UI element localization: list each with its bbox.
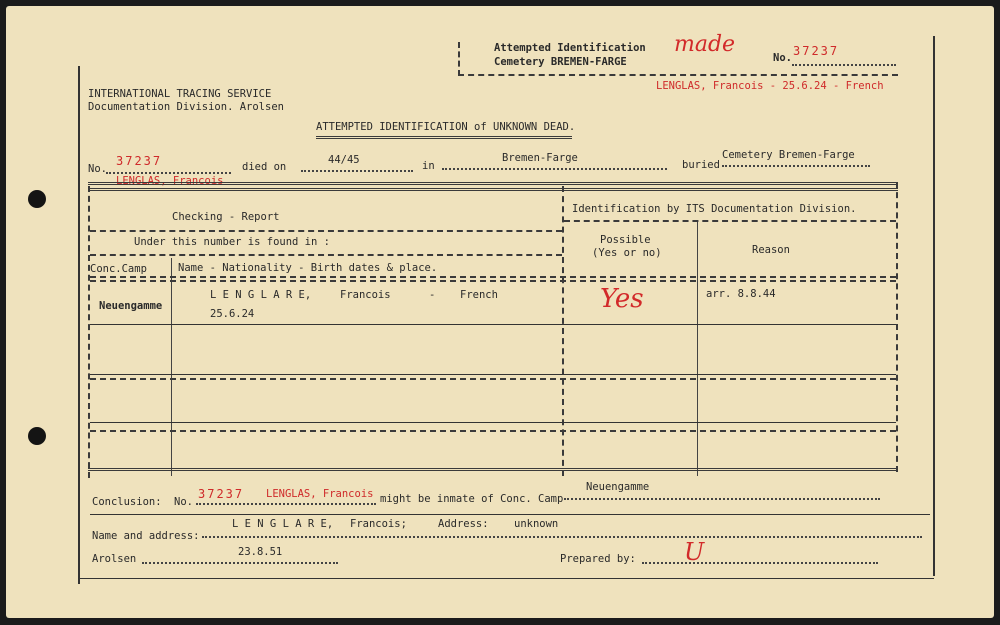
conclusion-dots: [196, 503, 376, 505]
row1-camp: Neuengamme: [99, 300, 163, 312]
row1-possible: Yes: [600, 284, 644, 314]
stamp-border-left: [458, 42, 460, 76]
stamp-border-bottom: [458, 74, 898, 76]
row1-reason: arr. 8.8.44: [706, 288, 776, 300]
page-title: ATTEMPTED IDENTIFICATION of UNKNOWN DEAD.: [316, 121, 576, 133]
died-dots: [301, 170, 413, 172]
conclusion-no-label: No.: [174, 496, 193, 508]
checking-report-heading: Checking - Report: [172, 211, 280, 223]
footer-date: 23.8.51: [238, 546, 283, 558]
row1-surname: L E N G L A R E,: [210, 289, 312, 301]
subject-line: LENGLAS, Francois - 25.6.24 - French: [656, 80, 884, 92]
col-camp-heading: Conc.Camp: [90, 263, 147, 275]
address-addr-value: unknown: [514, 518, 559, 530]
died-value: 44/45: [328, 154, 360, 166]
conclusion-text: might be inmate of Conc. Camp: [380, 493, 564, 505]
place-dots: [442, 168, 667, 170]
address-label: Name and address:: [92, 530, 200, 542]
col-name-heading: Name - Nationality - Birth dates & place.: [178, 262, 438, 274]
address-addr-label: Address:: [438, 518, 489, 530]
conclusion-camp-dots: [564, 498, 880, 500]
address-dots: [202, 536, 922, 538]
row1-firstname: Francois: [340, 289, 391, 301]
row1-birth: 25.6.24: [210, 308, 255, 320]
row-line-3: [90, 378, 896, 380]
form-left-border: [78, 66, 80, 584]
identification-rule: [564, 220, 896, 222]
row-line-1: [90, 324, 896, 325]
table-divider-camp: [171, 258, 172, 476]
record-number: 37237: [116, 154, 163, 168]
prepared-dots: [642, 562, 878, 564]
place-value: Bremen-Farge: [502, 152, 578, 164]
col-possible-heading: Possible: [600, 234, 651, 246]
org-name: INTERNATIONAL TRACING SERVICE: [88, 88, 272, 100]
punch-hole-top: [28, 190, 46, 208]
row-line-4: [90, 422, 896, 423]
died-label: died on: [242, 161, 287, 173]
in-label: in: [422, 160, 435, 172]
row-line-5: [90, 430, 896, 432]
conclusion-label: Conclusion:: [92, 496, 162, 508]
conclusion-name: LENGLAS, Francois: [266, 488, 374, 500]
prepared-label: Prepared by:: [560, 553, 636, 565]
title-underline: [316, 136, 572, 139]
table-bottom-border: [88, 468, 898, 471]
record-no-label: No.: [88, 163, 107, 175]
record-name: LENGLAS, Francois: [116, 175, 224, 187]
buried-dots: [722, 165, 870, 167]
prepared-initials: U: [684, 538, 705, 566]
table-top-border: [88, 182, 898, 185]
table-top-border-2: [88, 188, 898, 191]
identification-heading: Identification by ITS Documentation Division.: [572, 203, 857, 215]
row1-dash: -: [429, 289, 436, 301]
record-number-dots: [106, 172, 231, 174]
header-rule-2: [90, 280, 896, 282]
footer-date-dots: [142, 562, 338, 564]
form-bottom-rule: [80, 578, 934, 579]
conclusion-number: 37237: [198, 487, 245, 501]
checking-report-rule: [90, 230, 562, 232]
conclusion-rule: [90, 514, 930, 515]
stamp-line-1: Attempted Identification: [494, 42, 646, 54]
punch-hole-bottom: [28, 427, 46, 445]
col-reason-heading: Reason: [752, 244, 790, 256]
table-right-border: [896, 182, 898, 472]
form-right-border: [933, 36, 935, 576]
stamp-number-dots: [792, 64, 896, 66]
row-line-2: [90, 374, 896, 375]
row1-nationality: French: [460, 289, 498, 301]
footer-place: Arolsen: [92, 553, 137, 565]
address-firstname: Francois;: [350, 518, 407, 530]
table-divider-reason: [697, 222, 698, 476]
under-number-rule: [90, 254, 562, 256]
division-name: Documentation Division. Arolsen: [88, 101, 284, 113]
table-divider-main: [562, 186, 564, 476]
under-number-heading: Under this number is found in :: [134, 236, 330, 248]
col-possible-sub: (Yes or no): [592, 247, 662, 259]
stamp-no-label: No.: [773, 52, 792, 64]
header-rule-1: [90, 276, 896, 278]
stamp-handwritten-note: made: [674, 32, 736, 57]
index-card: [6, 6, 994, 618]
address-surname: L E N G L A R E,: [232, 518, 334, 530]
stamp-number: 37237: [793, 44, 840, 58]
stamp-line-2: Cemetery BREMEN-FARGE: [494, 56, 627, 68]
buried-value: Cemetery Bremen-Farge: [722, 149, 855, 161]
buried-label: buried: [682, 159, 720, 171]
conclusion-camp: Neuengamme: [586, 481, 650, 493]
